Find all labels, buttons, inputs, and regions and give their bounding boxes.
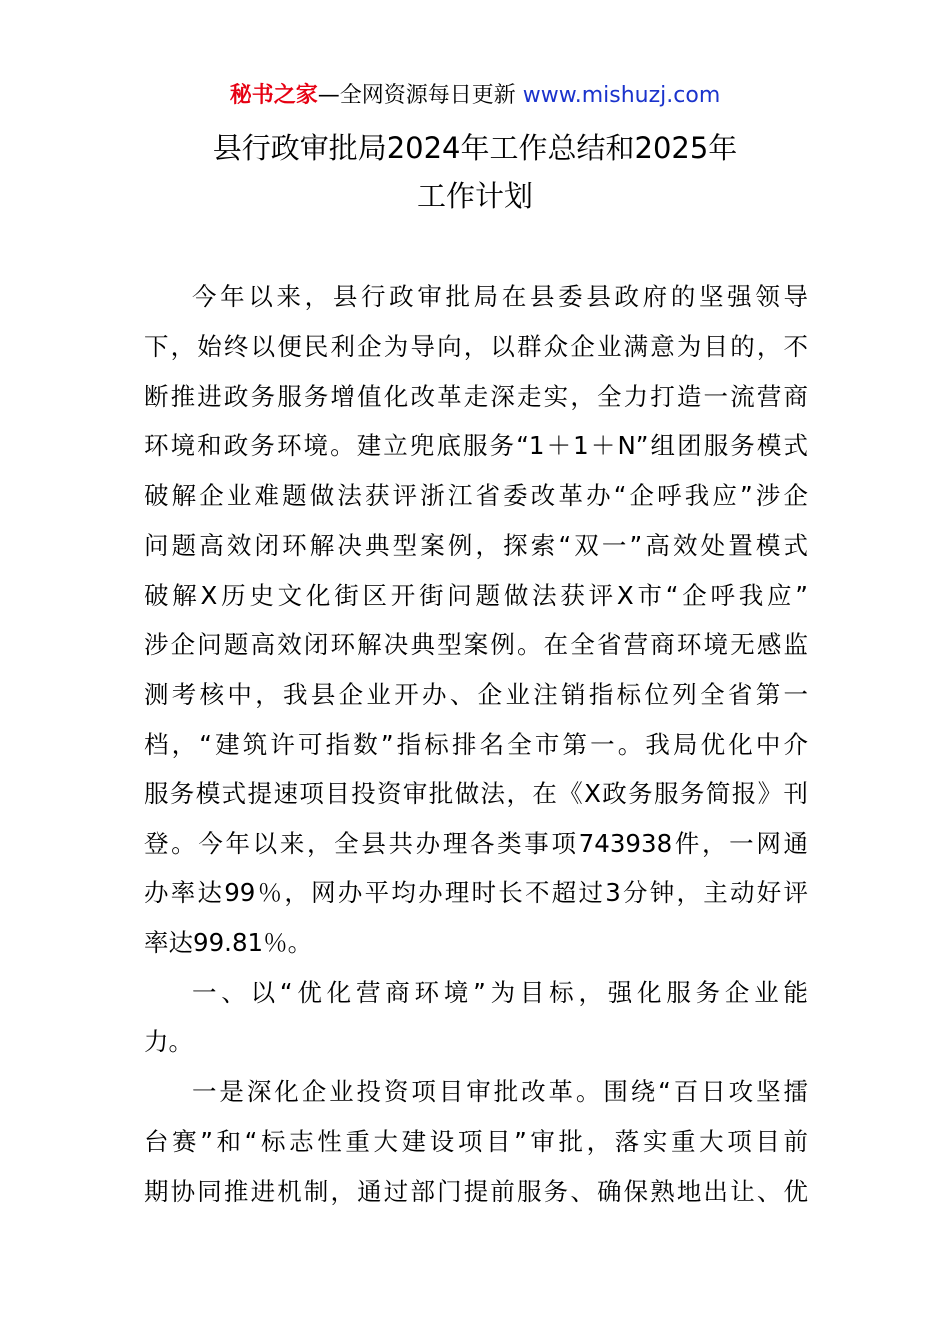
body-line: 服务模式提速项目投资审批做法，在《X政务服务简报》刊: [144, 779, 808, 808]
section-heading-line: 一、以“优化营商环境”为目标，强化服务企业能: [192, 978, 808, 1007]
body-line: 台赛”和“标志性重大建设项目”审批，落实重大项目前: [144, 1127, 808, 1156]
site-url-link[interactable]: www.mishuzj.com: [522, 83, 721, 108]
header-tagline: —全网资源每日更新: [317, 83, 523, 108]
body-line: 断推进政务服务增值化改革走深走实，全力打造一流营商: [144, 382, 808, 411]
brand-name: 秘书之家: [229, 83, 318, 108]
site-header: [0, 80, 950, 112]
body-line: 期协同推进机制，通过部门提前服务、确保熟地出让、优: [144, 1177, 808, 1206]
body-line: 率达99.81％。: [144, 928, 313, 957]
body-line: 下，始终以便民利企为导向，以群众企业满意为目的，不: [144, 332, 808, 361]
body-line: 问题高效闭环解决典型案例，探索“双一”高效处置模式: [144, 531, 808, 560]
body-line: 涉企问题高效闭环解决典型案例。在全省营商环境无感监: [144, 630, 808, 659]
document-title-line-2: 工作计划: [416, 179, 533, 213]
section-heading-line: 力。: [144, 1027, 193, 1056]
body-line: 登。今年以来，全县共办理各类事项743938件，一网通: [144, 829, 808, 858]
body-line: 破解企业难题做法获评浙江省委改革办“企呼我应”涉企: [144, 481, 808, 510]
body-line: 测考核中，我县企业开办、企业注销指标位列全省第一: [144, 680, 808, 709]
body-line: 档，“建筑许可指数”指标排名全市第一。我局优化中介: [144, 730, 808, 759]
body-line: 今年以来，县行政审批局在县委县政府的坚强领导: [192, 282, 808, 311]
body-line: 办率达99％，网办平均办理时长不超过3分钟，主动好评: [144, 878, 808, 907]
document-title-line-1: 县行政审批局2024年工作总结和2025年: [212, 131, 738, 165]
body-line: 破解X历史文化街区开街问题做法获评X市“企呼我应”: [144, 581, 808, 610]
body-line: 环境和政务环境。建立兜底服务“1＋1＋N”组团服务模式: [144, 431, 808, 460]
body-line: 一是深化企业投资项目审批改革。围绕“百日攻坚擂: [192, 1077, 808, 1106]
